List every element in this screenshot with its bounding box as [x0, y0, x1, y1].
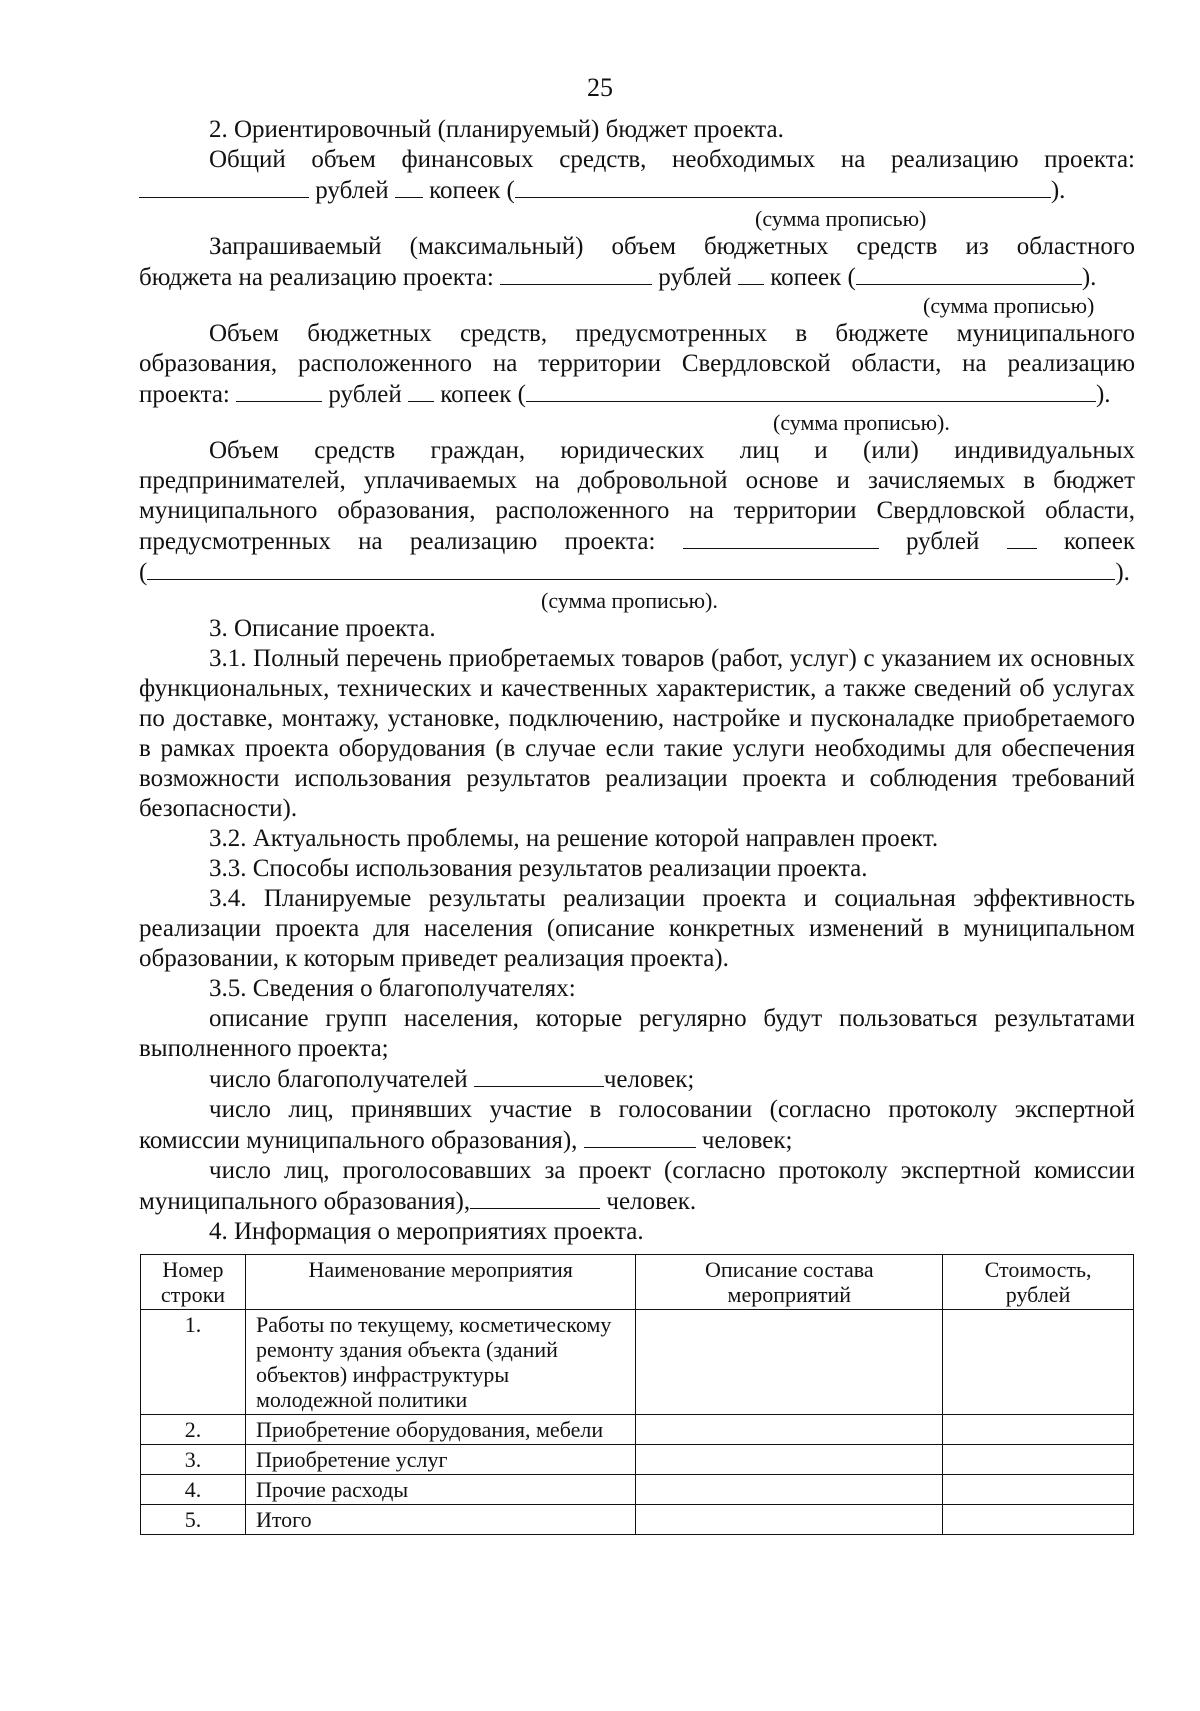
event-cost[interactable] — [943, 1310, 1134, 1415]
event-description[interactable] — [636, 1445, 943, 1475]
blank-field — [515, 175, 1051, 198]
document-body — [139, 115, 1135, 1247]
blank-field — [500, 262, 652, 285]
row-number: 5. — [141, 1505, 246, 1535]
total-funds-line: Общий объем финансовых средств, необходимых на реализацию проекта: — [209, 146, 1135, 173]
paragraph-3-2: 3.2. Актуальность проблемы, на решение которой направлен проект. — [209, 825, 939, 852]
blank-field — [683, 526, 879, 549]
voted-for-fill-line: муниципального образования), человек. — [139, 1188, 697, 1215]
requested-funds-line: Запрашиваемый (максимальный) объем бюджетных средств из областного — [209, 233, 1135, 260]
citizens-funds-line-3: муниципального образования, расположенного на территории Свердловской области, — [139, 497, 1135, 524]
paragraph-3-3: 3.3. Способы использования результатов реализации проекта. — [209, 855, 868, 882]
paragraph-3-4: 3.4. Планируемые результаты реализации проекта и социальная эффективность реализации проекта для населения (описание конкретных изменений в муниципальном образовании, к которым приведет реализация проекта). — [139, 885, 1135, 972]
blank-field — [147, 557, 1115, 580]
table-row — [141, 1310, 1134, 1415]
event-name: Работы по текущему, косметическому ремонту здания объекта (зданий объектов) инфраструктуры молодежной политики — [245, 1310, 636, 1415]
sum-in-words-caption: (сумма прописью). — [773, 410, 950, 435]
table-header-row — [141, 1255, 1134, 1310]
row-number: 4. — [141, 1475, 246, 1505]
voters-line-1: число лиц, принявших участие в голосовании (согласно протоколу экспертной — [209, 1096, 1135, 1123]
paragraph-3-1: 3.1. Полный перечень приобретаемых товаров (работ, услуг) с указанием их основных функциональных, технических и качественных характеристик, а также сведений об услугах по доставке, монтажу, установке, подключению, настройке и пусконаладке приобретаемого в рамках проекта оборудования (в случае если такие услуги необходимы для обеспечения возможности использования результатов реализации проекта и соблюдения требований безопасности). — [139, 645, 1135, 822]
event-name: Итого — [245, 1505, 636, 1535]
blank-field — [1007, 526, 1037, 549]
voters-fill-line: комиссии муниципального образования), человек; — [139, 1127, 793, 1154]
beneficiary-groups-text: описание групп населения, которые регулярно будут пользоваться результатами выполненного проекта; — [139, 1005, 1135, 1062]
event-cost[interactable] — [943, 1415, 1134, 1445]
sum-in-words-caption: (сумма прописью). — [541, 588, 718, 613]
municipal-funds-line-2: образования, расположенного на территории Свердловской области, на реализацию — [139, 350, 1135, 377]
section3-heading: 3. Описание проекта. — [209, 615, 436, 642]
section2-heading: 2. Ориентировочный (планируемый) бюджет проекта. — [209, 116, 784, 143]
event-cost[interactable] — [943, 1445, 1134, 1475]
requested-funds-fill-line: бюджета на реализацию проекта: рублей копеек ( ). — [139, 264, 1097, 291]
event-name: Прочие расходы — [245, 1475, 636, 1505]
citizens-funds-line-2: предпринимателей, уплачиваемых на добровольной основе и зачисляемых в бюджет — [139, 467, 1135, 494]
municipal-funds-fill-line: проекта: рублей копеек ( ). — [139, 381, 1111, 408]
event-cost[interactable] — [943, 1475, 1134, 1505]
total-funds-fill-line: рублей копеек ( ). — [139, 175, 1135, 206]
blank-field — [526, 379, 1096, 402]
blank-field — [474, 1064, 604, 1087]
paragraph-3-5: 3.5. Сведения о благополучателях: — [209, 975, 576, 1002]
event-cost[interactable] — [943, 1505, 1134, 1535]
blank-field — [236, 379, 322, 402]
blank-field — [139, 175, 309, 198]
municipal-funds-line-1: Объем бюджетных средств, предусмотренных в бюджете муниципального — [209, 320, 1135, 347]
event-description[interactable] — [636, 1310, 943, 1415]
blank-field — [856, 262, 1082, 285]
sum-in-words-caption: (сумма прописью) — [923, 293, 1095, 318]
citizens-funds-line-1: Объем средств граждан, юридических лиц и (или) индивидуальных — [209, 437, 1135, 464]
event-name: Приобретение оборудования, мебели — [245, 1415, 636, 1445]
table-row — [141, 1475, 1134, 1505]
blank-field — [584, 1125, 696, 1148]
event-name: Приобретение услуг — [245, 1445, 636, 1475]
event-description[interactable] — [636, 1415, 943, 1445]
citizens-funds-words-line: ( ). — [139, 559, 1130, 586]
table-row — [141, 1445, 1134, 1475]
citizens-funds-fill-line: предусмотренных на реализацию проекта: рублей копеек — [139, 528, 1135, 555]
column-header-cost: Стоимость, рублей — [943, 1255, 1134, 1310]
row-number: 1. — [141, 1310, 246, 1415]
blank-field — [395, 175, 423, 198]
blank-field — [408, 379, 434, 402]
event-description[interactable] — [636, 1475, 943, 1505]
event-description[interactable] — [636, 1505, 943, 1535]
sum-in-words-caption: (сумма прописью) — [755, 206, 927, 231]
blank-field — [738, 262, 764, 285]
page-number: 25 — [587, 73, 613, 102]
table-row — [141, 1505, 1134, 1535]
column-header-name: Наименование мероприятия — [245, 1255, 636, 1310]
table-row — [141, 1415, 1134, 1445]
column-header-description: Описание состава мероприятий — [636, 1255, 943, 1310]
blank-field — [470, 1186, 600, 1209]
column-header-number: Номер строки — [141, 1255, 246, 1310]
row-number: 2. — [141, 1415, 246, 1445]
beneficiaries-count-line: число благополучателей человек; — [209, 1066, 695, 1093]
row-number: 3. — [141, 1445, 246, 1475]
voted-for-line-1: число лиц, проголосовавших за проект (согласно протоколу экспертной комиссии — [209, 1157, 1135, 1184]
events-table — [140, 1254, 1134, 1535]
section4-heading: 4. Информация о мероприятиях проекта. — [209, 1218, 644, 1245]
